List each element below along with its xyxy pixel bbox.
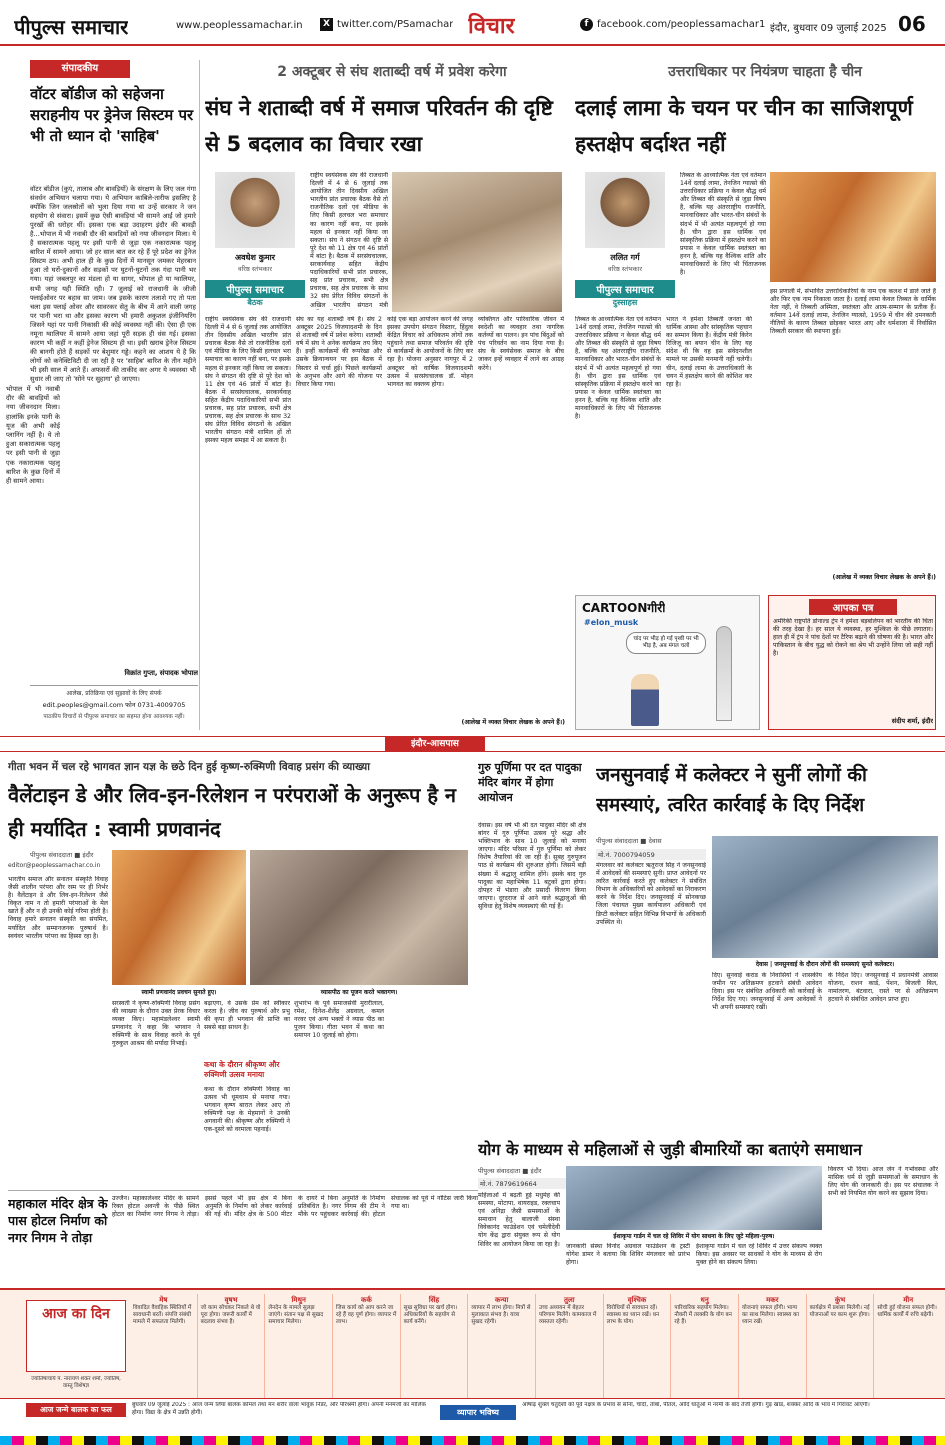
rss-author-name: अवधेश कुमार: [235, 253, 275, 262]
yoga-col3: ईशाकृपा गार्डन में चल रहे शिविर में उत्तर संकल्प व्यक्त किया। इस अवसर पर साधकों ने योग के माध्यम से रोग मुक्त होने का संकल्प लिया।: [696, 1243, 822, 1267]
sign-name: कर्क: [360, 1296, 372, 1304]
twitter-link[interactable]: [320, 18, 453, 31]
editorial-contact-box: [30, 685, 198, 729]
rss-brand-logo: पीपुल्स समाचार: [205, 280, 305, 298]
sign-text: कार्यक्षेत्र में प्रशंसा मिलेगी। नई योजनाओं पर काम शुरू होगा।: [809, 1305, 870, 1318]
sign-singh: [401, 1294, 469, 1398]
bhagwat-headline: वैलेंटाइन डे और लिव-इन-रिलेशन न परंपराओं के अनुरूप है न ही मर्यादित : स्वामी प्रणवानंद: [8, 783, 457, 841]
dalai-footer: (आलेख में व्यक्त विचार लेखक के अपने हैं।): [832, 574, 936, 581]
cartoon-label: CARTOONगीरी: [582, 601, 666, 615]
dalai-photo: [770, 172, 936, 282]
bottom-strip: [0, 1398, 945, 1434]
rss-footer: (आलेख में व्यक्त विचार लेखक के अपने हैं।): [461, 719, 565, 726]
sign-name: मीन: [903, 1296, 914, 1304]
facebook-link[interactable]: [580, 18, 765, 31]
section-title: विचार: [468, 14, 515, 39]
sign-text: लेनदेन के मामले सुलझ जाएंगे। संतान पक्ष से सुखद समाचार मिलेगा।: [268, 1305, 324, 1325]
yoga-col2: जानकारी संस्था विनोद अग्रवाल फाउंडेशन के ट्रस्टी योगेश डामर ने बताया कि शिविर मंगलवार को प्रारंभ होगा।: [566, 1243, 690, 1267]
sign-name: कुंभ: [834, 1296, 846, 1304]
business-label: व्यापार भविष्य: [440, 1405, 516, 1420]
editorial-side-caption: भोपाल में भी नवाबी दौर की बावड़ियों को नया जीवनदान मिला। हालांकि इनके पानी के यूज की अभी कोई प्लानिंग नहीं है। ये तो हुआ सकारात्मक पहलू पर इसी पानी से जुड़ा एक नकारात्मक पहलू बारिश के कुछ दिनों में ही सामने आया।: [6, 385, 60, 575]
sign-text: उच्च अध्ययन में बेहतर परिणाम मिलेंगे। कामकाज में व्यस्तता रहेगी।: [538, 1305, 597, 1325]
sign-text: विवादित वैवाहिक स्थितियों में सावधानी बरतें। संपत्ति संबंधी मामले में सफलता मिलेगी।: [133, 1305, 192, 1325]
rss-col4: व्यक्तिगत और पारिवारिक जीवन में स्वदेशी का व्यवहार तथा नागरिक कर्तव्यों का पालन। इन पांच बिंदुओं को पंच परिवर्तन का नाम दिया गया है। संघ के स्वयंसेवक समाज के बीच जाकर इन्हें व्यवहार में लाने का आग्रह करेंगे।: [478, 316, 564, 372]
rss-march-photo: [392, 172, 562, 312]
mahakal-box: [8, 1190, 478, 1280]
rss-col2: संघ का यह शताब्दी वर्ष है। संघ 2 अक्टूबर 2025 विजयादशमी के दिन से शताब्दी वर्ष में प्रवेश करेगा। शताब्दी वर्ष में संघ ने अनेक कार्यक्रम तय किए हैं। इन्हीं कार्यक्रमों की रूपरेखा और उसके क्रियान्वयन पर इस बैठक में विस्तार से चर्चा हुई। पिछले कार्यक्रमों के अनुभव और आगे की योजना पर विचार किया गया।: [296, 316, 382, 388]
collector-body2: दिए। सुनवाई कराड के निवासियों ने शासकीय जमीन पर अतिक्रमण हटवाने संबंधी आवेदन दिया। इस पर संबंधित अधिकारी को कार्रवाई के निर्देश दिए गए। जनसुनवाई में अन्य आवेदकों ने भी अपनी समस्याएं रखीं।: [712, 972, 822, 1012]
collector-body3: के निर्देश दिए। जनसुनवाई में प्रधानमंत्री आवास योजना, राशन कार्ड, पेंशन, बिजली बिल, नामांतरण, बंटवारा, रास्ते पर से अतिक्रमण हटवाने से संबंधित आवेदन प्राप्त हुए।: [828, 972, 938, 1004]
cartoon-hashtag: #elon_musk: [584, 618, 639, 627]
cartoon-speech: चांद पर भीड़ हो गई पृथ्वी पर भी भीड़ है, अब मंगल चलो: [626, 632, 706, 654]
disclaimer: पाठकीय विचारों से पीपुल्स समाचार का सहमत होना आवश्यक नहीं।: [43, 714, 185, 720]
masthead: [0, 0, 945, 46]
aapka-patra-box: [768, 595, 936, 730]
horoscope-grid: [130, 1294, 942, 1398]
bhagwat-col4: शुभारंभ के पूर्व समाजसेवी मुरारीलाल, रमेश, दिनेश-शैलेंद्र अग्रवाल, कमल नरवर एवं अन्य भक्तों ने व्यास पीठ का पूजन किया। गीता भवन में कथा का समापन 10 जुलाई को होगा।: [294, 1000, 384, 1040]
horoscope-strip: [0, 1288, 945, 1398]
aapka-patra-sender: संदीप शर्मा, इंदौर: [891, 717, 933, 725]
collector-body: मंगलवार को कलेक्टर ऋतुराज सिंह ने जनसुनवाई में आवेदकों की समस्याएं सुनी। प्राप्त आवेदनों पर त्वरित कार्रवाई करते हुए कलेक्टर ने संबंधित विभाग के अधिकारियों को आवेदकों का निराकरण करने के निर्देश दिए। जनसुनवाई में सोनकच्छ जिला पंचायत मुख्य कार्यपालन अधिकारी एवं डिप्टी कलेक्टर सहित विभिन्न विभागों के अधिकारी उपस्थित थे।: [596, 862, 706, 926]
collector-photo: [712, 836, 938, 958]
rss-col1b: राष्ट्रीय स्वयंसेवक संघ की राजधानी दिल्ली में 4 से 6 जुलाई तक आयोजित तीन दिवसीय अखिल भारतीय प्रांत प्रचारक बैठक वैसे तो राजनीतिक दलों एवं मीडिया के लिए किसी हलचल भरा समाचार का कारण नहीं बना, पर इसके महत्व से इनकार नहीं किया जा सकता। संघ ने संगठन की दृष्टि से पूरे देश को 11 क्षेत्र एवं 46 प्रांतों में बांटा है। बैठक में सरसंघचालक, सरकार्यवाह सहित केंद्रीय पदाधिकारियों सभी प्रांत प्रचारक, सह प्रांत प्रचारक, सभी क्षेत्र प्रचारक, सह क्षेत्र प्रचारक के साथ 32 संघ प्रेरित विविध संगठनों के अखिल भारतीय संगठन मंत्री शामिल हों तो इसका महत्व समझा में आ सकता है।: [205, 316, 291, 445]
local-section-label: इंदौर-आसपास: [385, 737, 485, 751]
sign-text: विरोधियों से सावधान रहें। स्वास्थ्य का ध्यान रखें। धन लाभ के योग।: [606, 1305, 660, 1325]
editorial-headline: वॉटर बॉडीज को सहेजना सराहनीय पर ड्रेनेज सिस्टम पर भी तो ध्यान दो 'साहिब': [30, 85, 194, 145]
yoga-headline: योग के माध्यम से महिलाओं से जुड़ी बीमारियों का बताएंगे समाधान: [478, 1140, 862, 1159]
sign-meen: [874, 1294, 942, 1398]
sign-tula: [536, 1294, 604, 1398]
sign-kanya: [468, 1294, 536, 1398]
aapka-patra-label: आपका पत्र: [809, 599, 897, 615]
collector-caption: देवास | जनसुनवाई के दौरान लोगों की समस्याएं सुनते कलेक्टर।: [755, 961, 895, 968]
rss-headline: संघ ने शताब्दी वर्ष में समाज परिवर्तन की दृष्टि से 5 बदलाव का विचार रखा: [205, 96, 553, 156]
bhagwat-col3: बढ़ाएगा, वे उसके प्रेम को स्वीकार करता है। जीव का पुरुषार्थ और प्रभु की कृपा ही भगवान की प्राप्ति का सबसे बड़ा साधन है।: [204, 1000, 290, 1032]
cartoon-box: [575, 595, 760, 730]
x-icon: X: [320, 18, 333, 31]
yoga-col1: महिलाओं में बढ़ती हुई मधुमेह की समस्या, मोटापा, थायराइड, रक्तचाप एवं अनिद्रा जैसी समस्याओं के समाधान हेतु बालाजी संस्था विवेकानंद फाउंडेशन एवं चमेलीदेवी योग केंद्र द्वारा संयुक्त रूप से योग शिविर का आयोजन किया जा रहा है।: [478, 1192, 560, 1248]
dalai-brand-logo: पीपुल्स समाचार: [575, 280, 675, 298]
rss-author-box: [205, 172, 305, 310]
sign-text: सोची हुई योजना सफल होगी। धार्मिक कार्यों में रुचि बढ़ेगी।: [877, 1305, 937, 1318]
yoga-col4: विवरण भी दिया। आज जेन ने गर्भावस्था और मासिक धर्म से जुड़ी समस्याओं के समाधान के लिए योग की जानकारी दी। इस पर संचालक ने सभी को नियमित योग करने का सुझाव दिया।: [828, 1166, 938, 1198]
born-today-text: बुधवार 09 जुलाई 2025 : आज जन्म लिया बालक कोमल तथा मन शरीर वाला भावुक निडर, और परिश्रमी होगा। अपनी मनमर्जी का मालिक होगा। विद्या के क्षेत्र में उन्नति होगी।: [132, 1402, 426, 1416]
dalai-author-name: ललित गर्ग: [610, 253, 640, 262]
dalai-col3: इस प्रणाली में, संभावित उत्तराधिकारियों के नाम एक कलश में डाले जाते हैं और फिर एक नाम निकाला जाता है। दलाई लामा केवल तिब्बत के धार्मिक नेता नहीं, वे तिब्बती अस्मिता, स्वतंत्रता और आत्म-सम्मान के प्रतीक हैं। वर्तमान 14वें दलाई लामा, तेनजिन ग्यात्सो, 1959 में चीन की दमनकारी नीतियों के कारण तिब्बत छोड़कर भारत आए और धर्मशाला में निर्वासित तिब्बती सरकार की स्थापना हुई।: [770, 288, 936, 336]
rss-col3: कोई एक बड़ा आयोजन करने की जगह इसका उपयोग संगठन विस्तार, हिंदुत्व केंद्रित विचार को अधिकतम लोगों तक पहुंचाने तथा समाज परिवर्तन की दृष्टि से कार्यक्रमों के आयोजनों के लिए कर रहा है। योजना अनुसार नागपुर में 2 अक्टूबर को वार्षिक विजयादशमी उत्सव में सरसंघचालक डॉ. मोहन भागवत का वक्तव्य होगा।: [387, 316, 473, 388]
sign-dhanu: [671, 1294, 739, 1398]
rss-kicker: 2 अक्टूबर से संघ शताब्दी वर्ष में प्रवेश करेगा: [277, 64, 507, 80]
dateline: इंदौर, बुधवार 09 जुलाई 2025: [770, 23, 887, 34]
letters-note: आलेख, प्रतिक्रिया एवं सुझावों के लिए संपर्क: [66, 690, 162, 697]
website-link[interactable]: [176, 20, 303, 31]
sign-name: मकर: [766, 1296, 779, 1304]
sign-name: मिथुन: [291, 1296, 306, 1304]
rss-author-photo: [215, 172, 295, 248]
facebook-icon: f: [580, 18, 593, 31]
sign-vrishabh: [198, 1294, 266, 1398]
sign-name: तुला: [564, 1296, 575, 1304]
collector-byline: पीपुल्स संवाददाता ■ देवास: [596, 837, 662, 845]
facebook-text: facebook.com/peoplessamachar1: [597, 19, 766, 30]
collector-headline: जनसुनवाई में कलेक्टर ने सुनीं लोगों की समस्याएं, त्वरित कार्रवाई के दिए निर्देश: [596, 764, 867, 816]
sign-text: व्यापार में लाभ होगा। मित्रों से मुलाकात संभव है। यात्रा सुखद रहेगी।: [471, 1305, 531, 1325]
sign-name: कन्या: [494, 1296, 509, 1304]
dalai-col1: तिब्बत के आध्यात्मिक नेता एवं वर्तमान 14वें दलाई लामा, तेनजिन ग्यात्सो की उत्तराधिकार प्रक्रिया न केवल बौद्ध धर्म और तिब्बत की संस्कृति से जुड़ा विषय है, बल्कि यह अंतरराष्ट्रीय राजनीति, मानवाधिकार और भारत-चीन संबंधों के संदर्भ में भी अत्यंत महत्वपूर्ण हो गया है। चीन द्वारा इस धार्मिक एवं सांस्कृतिक प्रक्रिया में हस्तक्षेप करने का प्रयास न केवल धार्मिक स्वतंत्रता का हनन है, बल्कि यह वैश्विक शांति और मानवाधिकारों के लिए भी चिंताजनक है।: [680, 172, 766, 277]
collector-phone: मो.नं. 7000794059: [596, 849, 706, 860]
sign-name: सिंह: [428, 1296, 440, 1304]
bhagwat-subhead: कथा के दौरान श्रीकृष्ण और रुक्मिणी उत्सव मनाया: [204, 1060, 280, 1079]
cartoon-figure: [631, 674, 659, 726]
print-color-bar: [0, 1436, 945, 1445]
sign-mesh: [130, 1294, 198, 1398]
sign-text: जिस कार्य को आप करने जा रहे हैं वह पूर्ण होगा। व्यापार में लाभ।: [335, 1305, 397, 1325]
mahakal-body: उज्जैन। महाकालेश्वर मंदिर के सामने रिक्त होटल अवन्ती के पीछे स्थित होटल का निर्माण नगर निगम ने तोड़ा। इससे पहले भी इस क्षेत्र में बिना अनुमति के निर्माण को लेकर कार्रवाई की गई थी। मंदिर क्षेत्र के 500 मीटर के दायरे में बिना अनुमति के निर्माण प्रतिबंधित है। नगर निगम की टीम ने मौके पर पहुंचकर कार्रवाई की। होटल संचालक को पूर्व में नोटिस जारी किया गया था।: [112, 1195, 478, 1219]
sign-kark: [333, 1294, 401, 1398]
guru-purnima-headline: गुरु पूर्णिमा पर दत पादुका मंदिर बांगर में होगा आयोजन: [478, 761, 582, 804]
sign-text: योजनाएं सफल होंगी। भाग्य का साथ मिलेगा। स्वास्थ्य का ध्यान रखें।: [741, 1305, 799, 1325]
dalai-col2: भारत ने हमेशा तिब्बती जनता की धार्मिक आस्था और सांस्कृतिक पहचान का सम्मान किया है। केंद्रीय मंत्री किरेन रिजिजू का बयान चीन के लिए यह संदेश थी कि वह इस संवेदनशील मामले पर उसकी मनमानी नहीं चलेगी। चीन, दलाई लामा के उत्तराधिकारी के चयन में हस्तक्षेप करने की कोशिश कर रहा है।: [666, 316, 752, 388]
dalai-author-photo: [585, 172, 665, 248]
sign-text: जो काम सोचकर निकले थे वो पूरा होगा। जरूरी कार्यों में बदलाव संभव है।: [200, 1305, 261, 1325]
bhagwat-caption-right: व्यासपीठ का पूजन करते भक्तगण।: [320, 989, 398, 996]
website-text: www.peoplessamachar.in: [176, 20, 303, 31]
sign-name: मेष: [159, 1296, 168, 1304]
business-text: आषाढ़ शुक्ल चतुर्दशी को पूर्व नक्षत्र के प्रभाव से सोना, चांदी, तांबा, पीतल, आदि धातुओं में नरमी के बाद तेजी होगी। गुड़ खांड, शक्कर आदि के भाव में गिरावट आएगी।: [522, 1402, 870, 1408]
yoga-photo: [566, 1166, 822, 1230]
horoscope-title: आज का दिन: [42, 1306, 110, 1322]
dalai-headline: दलाई लामा के चयन पर चीन का साजिशपूर्ण हस्तक्षेप बर्दाश्त नहीं: [575, 96, 913, 156]
bhagwat-kicker: गीता भवन में चल रहे भागवत ज्ञान यज्ञ के छठे दिन हुई कृष्ण-रुक्मिणी विवाह प्रसंग की व्याख्या: [8, 761, 370, 773]
page-number: 06: [898, 12, 926, 36]
yoga-caption: ईशाकृपा गार्डन में चल रहे शिविर में योग साधना के लिए जुटे महिला-पुरुष।: [613, 1233, 775, 1240]
rss-section-label: बैठक: [247, 298, 263, 307]
bhagwat-byline: पीपुल्स संवाददाता ■ इंदौर: [30, 851, 94, 859]
rss-author-role: वरिष्ठ स्तंभकार: [238, 265, 272, 273]
editorial-label: संपादकीय: [30, 60, 130, 78]
local-section-bar: [0, 736, 945, 752]
masthead-logo[interactable]: पीपुल्स समाचार: [14, 15, 129, 39]
twitter-text: twitter.com/PSamachar: [337, 19, 454, 30]
editorial-body: वॉटर बॉडीज (कुएं, तालाब और बावड़ियों) के संरक्षण के लिए जल गंगा संवर्धन अभियान चलाया गया। ये अभियान काबिले-तारीफ इसलिए है क्योंकि जिन जलस्रोतों को भुला दिया गया था उन्हें सरकार ने जन सहयोग से संवारा। इसमें कुछ ऐसी बावड़ियां भी सामने आईं जो हमारे पुरखों की धरोहर थीं। इसका एक बड़ा उदाहरण इंदौर की बावड़ी है...भोपाल में भी नवाबी दौर की बावड़ियों को नया जीवनदान मिला। ये है सकारात्मक पहलू पर इसी पानी से जुड़ा एक नकारात्मक पहलू बारिश में सामने आया। जो हर साल बात कर रहे हैं पूरे प्रदेश का ड्रेनेज सिस्टम ठप। अभी हाल ही के कुछ दिनों में मानसून जमकर मेहरबान हुआ तो घरों-दुकानों और सड़कों पर घुटनों-घुटनों तक गंदा पानी भर गया। यहां जबलपुर का मंडला हो या सागर, भोपाल हो या ग्वालियर, सभी जगह यही स्थिति रही। 7 जुलाई को राजधानी के जीजी फ्लाईओवर पर बहाव सा जाम। जब इसके कारण तलाशे गए तो पता चला इस फ्लाई ओवर और सावरकर सेतु के बीच में आने वाली जगह पर पानी भरा था और इसका कारण भी हमारी अकुशल इंजीनियरिंग जिसने यहां पर पानी निकासी की कोई व्यवस्था नहीं की। ऐसा ही एक नमूना ग्वालियर में सामने आया जहां पूरी सड़क ही धंस गई। इसका कारण भी कहीं न कहीं ड्रेनेज सिस्टम ही था। इसी खराब ड्रेनेज सिस्टम की बानगी होते हैं सड़कों पर बेशुमार गड्ढे। कहने का आशय ये है कि लोगों को कनेक्टिविटी दी जा रही है पर 'साहिब' बारिश के तीन महीने भी इसी साल में आते हैं। अफसरों की ताकीद कर अगर ये व्यवस्था भी सुधार ली जाए तो 'सोने पर सुहागा' हो जाएगा।: [30, 185, 196, 383]
bhagwat-col1: भारतीय समाज और सनातन संस्कृति विवाह जैसी शालीन परंपरा और रस्म पर ही निर्भर है। वैलेंटाइन डे और लिव-इन-रिलेशन जैसे विकृत नाम न तो हमारी परंपराओं के मेल खाते हैं और न ही उनकी कोई गरिमा होती है। विवाह हमारे सनातन संस्कृति का संयमित, मर्यादित और सम्मानजनक पुरुषार्थ है। स्वयंवर भारतीय परंपरा का हिस्सा रहा है।: [8, 876, 108, 940]
yoga-byline: पीपुल्स संवाददाता ■ इंदौर: [478, 1167, 542, 1175]
dalai-section-label: दुस्साहस: [612, 298, 638, 307]
sign-name: वृश्चिक: [627, 1296, 647, 1304]
bhagwat-caption-left: स्वामी प्रणवानंद प्रवचन सुनाते हुए।: [141, 989, 217, 996]
sign-vrishchik: [604, 1294, 672, 1398]
aapka-patra-body: अमेरिकी राष्ट्रपति डोनाल्ड ट्रंप ने हमेशा बड़बोलेपन को भारतीय की चिंता की तरह देखा है। हर साल ये व्यवस्था, हर मुश्किल के पीछे लगातार। हाल ही में ट्रंप ने पांच देशों पर टैरिफ बढ़ाने की घोषणा की है। भारत और पाकिस्तान के बीच युद्ध को रोकने का श्रेय भी उन्होंने लिया जो सही नहीं है।: [773, 618, 933, 658]
guru-purnima-body: देवास। इस वर्ष भी श्री दत पादुका मंदिर श्री क्षेत्र बांगर में गुरु पूर्णिमा उत्सव पूरे श्रद्धा और भक्तिभाव के साथ 10 जुलाई को मनाया जाएगा। मंदिर परिसर में गुरु पूर्णिमा को लेकर विशेष तैयारियां की जा रही हैं। सुबह गुरुपूजन पाठ से कार्यक्रम की शुरुआत होगी। जिसमें बड़ी संख्या में श्रद्धालु शामिल होंगे। इसके बाद गुरु पादुका का महाभिषेक 11 बटुकों द्वारा होगा। दोपहर में भंडारा और प्रसादी वितरण किया जाएगा। दूरदराज से आने वाले श्रद्धालुओं की सुविधा हेतु विशेष व्यवस्थाएं की गई हैं।: [478, 822, 586, 910]
born-today-label: आज जन्मे बालक का फल: [26, 1403, 126, 1417]
horoscope-calendar: ज्योतिषाचार्य पं. नारायण शंकर शर्मा, ज्योतिष, वास्तु विशेषज्ञ: [31, 1376, 121, 1389]
bhagwat-email[interactable]: editor@peoplessamachar.co.in: [8, 862, 101, 869]
dalai-col1b: तिब्बत के आध्यात्मिक नेता एवं वर्तमान 14वें दलाई लामा, तेनजिन ग्यात्सो की उत्तराधिकार प्रक्रिया न केवल बौद्ध धर्म और तिब्बत की संस्कृति से जुड़ा विषय है, बल्कि यह अंतरराष्ट्रीय राजनीति, मानवाधिकार और भारत-चीन संबंधों के संदर्भ में भी अत्यंत महत्वपूर्ण हो गया है। चीन द्वारा इस धार्मिक एवं सांस्कृतिक प्रक्रिया में हस्तक्षेप करने का प्रयास न केवल धार्मिक स्वतंत्रता का हनन है, बल्कि यह वैश्विक शांति और मानवाधिकारों के लिए भी चिंताजनक है।: [575, 316, 661, 421]
sign-text: सुख सुविधा पर खर्च होगा। अधिकारियों के सहयोग से कार्य बनेंगे।: [403, 1305, 458, 1325]
yoga-phone: मो.नं. 7879619664: [478, 1178, 588, 1189]
mahakal-headline: महाकाल मंदिर क्षेत्र के पास होटल निर्माण को नगर निगम ने तोड़ा: [8, 1196, 108, 1245]
bhagwat-photo-left: [112, 850, 246, 985]
bhagwat-col2: सरस्वती ने कृष्ण-रुक्मिणी विवाह प्रसंग की व्याख्या के दौरान उक्त प्रेरक विचार व्यक्त किए। महामंडलेश्वर स्वामी प्रणवानंद ने कहा कि भगवान ने रुक्मिणी के साथ विवाह करने के पूर्व गुरुकुल आश्रम की मर्यादा निभाई।: [112, 1000, 200, 1048]
sign-name: धनु: [700, 1296, 709, 1304]
rss-col1: राष्ट्रीय स्वयंसेवक संघ की राजधानी दिल्ली में 4 से 6 जुलाई तक आयोजित तीन दिवसीय अखिल भारतीय प्रांत प्रचारक बैठक वैसे तो राजनीतिक दलों एवं मीडिया के लिए किसी हलचल भरा समाचार का कारण नहीं बना, पर इसके महत्व से इनकार नहीं किया जा सकता। संघ ने संगठन की दृष्टि से पूरे देश को 11 क्षेत्र एवं 46 प्रांतों में बांटा है। बैठक में सरसंघचालक, सरकार्यवाह सहित केंद्रीय पदाधिकारियों सभी प्रांत प्रचारक, सह प्रांत प्रचारक, सभी क्षेत्र प्रचारक, सह क्षेत्र प्रचारक के साथ 32 संघ प्रेरित विविध संगठनों के अखिल भारतीय संगठन मंत्री: [310, 172, 388, 309]
dalai-author-role: वरिष्ठ स्तंभकार: [608, 265, 642, 273]
dalai-author-box: [575, 172, 675, 310]
sign-text: पारिवारिक सहयोग मिलेगा। नौकरी में तरक्की के योग बन रहे हैं।: [674, 1305, 732, 1325]
letters-contact[interactable]: edit.peoples@gmail.com फोन 0731-4009705: [42, 701, 186, 709]
sign-mithun: [265, 1294, 333, 1398]
horoscope-title-box: [26, 1300, 126, 1372]
cartoon-rocket: [716, 626, 732, 721]
bhagwat-col3b: कथा के दौरान रुक्मिणी विवाह का उत्सव भी धूमधाम से मनाया गया। भगवान कृष्ण बारात लेकर आए तो रुक्मिणी पक्ष के मेहमानों ने उनकी अगवानी की। श्रीकृष्ण और रुक्मिणी ने एक-दूसरे को वरमाला पहनाई।: [204, 1086, 290, 1134]
bhagwat-photo-right: [250, 850, 468, 985]
sign-kumbh: [807, 1294, 875, 1398]
dalai-kicker: उत्तराधिकार पर नियंत्रण चाहता है चीन: [668, 64, 862, 80]
sign-makar: [739, 1294, 807, 1398]
sign-name: वृषभ: [224, 1296, 238, 1304]
editorial-signature: विक्रांत गुप्ता, संपादक भोपाल: [124, 669, 198, 677]
